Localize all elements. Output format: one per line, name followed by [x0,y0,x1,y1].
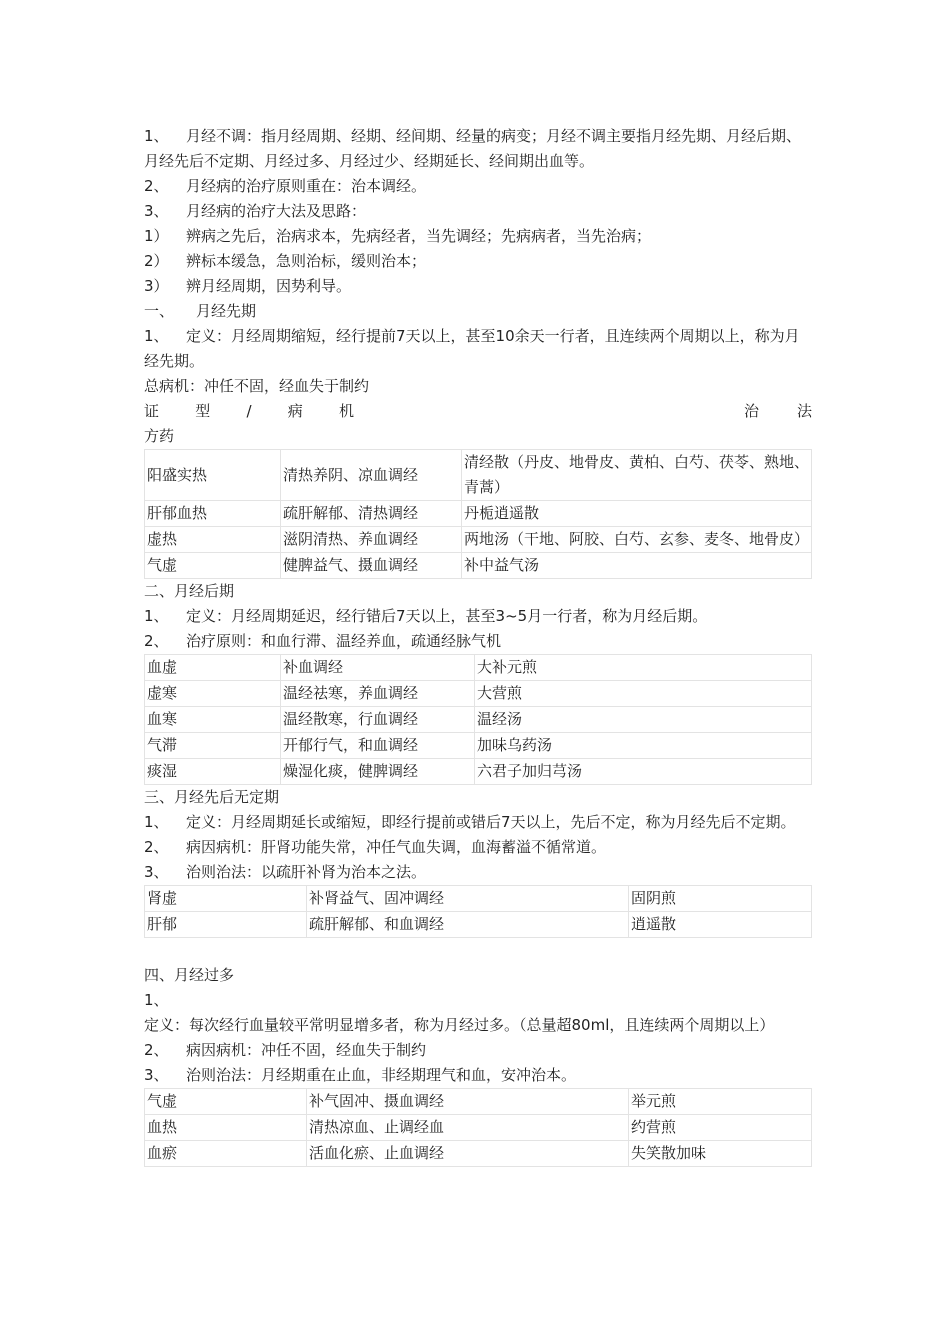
principle: 2、 治疗原则：和血行滞、温经养血，疏通经脉气机 [144,632,502,650]
section-heading: 四、月经过多 [144,966,235,984]
intro-item: 2、 月经病的治疗原则重在：治本调经。 [144,177,427,195]
table-row: 血虚 补血调经 大补元煎 [145,655,812,681]
table-row: 阳盛实热 清热养阴、凉血调经 清经散（丹皮、地骨皮、黄柏、白芍、茯苓、熟地、青蒿） [145,450,812,501]
list-item: 1、定义：每次经行血量较平常明显增多者，称为月经过多。（总量超80ml，且连续两个周期以上） [144,991,775,1034]
definition: 1、 定义：月经周期缩短，经行提前7天以上，甚至10余天一行者，且连续两个周期以上，称为月经先期。 [144,327,800,370]
table-header-line [144,399,812,424]
syndrome-table [144,654,812,785]
syndrome-table [144,449,812,579]
intro-item: 3） 辨月经周期，因势利导。 [144,277,352,295]
header-tail: 方药 [144,427,175,445]
definition: 1、 定义：月经周期延迟，经行错后7天以上，甚至3~5月一行者，称为月经后期。 [144,607,708,625]
section-heading: 三、月经先后无定期 [144,788,280,806]
list-item: 3、 治则治法：月经期重在止血，非经期理气和血，安冲治本。 [144,1066,577,1084]
list-item: 1、 定义：月经周期延长或缩短，即经行提前或错后7天以上，先后不定，称为月经先后不定期。 [144,813,796,831]
list-item: 2、 病因病机：冲任不固，经血失于制约 [144,1041,427,1059]
intro-item: 3、 月经病的治疗大法及思路： [144,202,367,220]
table-row: 血热 清热凉血、止调经血 约营煎 [145,1115,812,1141]
header-right: 治 法 [744,402,812,420]
section-heading: 一、 月经先期 [144,302,257,320]
table-row: 血寒 温经散寒，行血调经 温经汤 [145,707,812,733]
table-row: 痰湿 燥湿化痰，健脾调经 六君子加归芎汤 [145,759,812,785]
table-row: 气虚 健脾益气、摄血调经 补中益气汤 [145,553,812,579]
table-row: 气滞 开郁行气，和血调经 加味乌药汤 [145,733,812,759]
table-row: 肾虚 补肾益气、固冲调经 固阴煎 [145,886,812,912]
table-row: 虚热 滋阴清热、养血调经 两地汤（干地、阿胶、白芍、玄参、麦冬、地骨皮） [145,527,812,553]
table-row: 肝郁血热 疏肝解郁、清热调经 丹栀逍遥散 [145,501,812,527]
list-item: 3、 治则治法：以疏肝补肾为治本之法。 [144,863,427,881]
table-row: 气虚 补气固冲、摄血调经 举元煎 [145,1089,812,1115]
blank-line [144,938,812,963]
syndrome-table [144,1088,812,1167]
list-item: 2、 病因病机：肝肾功能失常，冲任气血失调，血海蓄溢不循常道。 [144,838,607,856]
table-row: 血瘀 活血化瘀、止血调经 失笑散加味 [145,1141,812,1167]
table-row: 肝郁 疏肝解郁、和血调经 逍遥散 [145,912,812,938]
document-body [144,124,812,1167]
header-left: 证 型 / 病 机 [144,402,354,420]
section-heading: 二、月经后期 [144,582,235,600]
intro-item: 1） 辨病之先后，治病求本，先病经者，当先调经；先病病者，当先治病； [144,227,652,245]
intro-item: 2） 辨标本缓急，急则治标，缓则治本； [144,252,427,270]
pathology: 总病机：冲任不固，经血失于制约 [144,377,370,395]
table-row: 虚寒 温经祛寒，养血调经 大营煎 [145,681,812,707]
syndrome-table [144,885,812,938]
intro-item: 1、 月经不调：指月经周期、经期、经间期、经量的病变；月经不调主要指月经先期、月经后期、月经先后不定期、月经过多、月经过少、经期延长、经间期出血等。 [144,127,802,170]
